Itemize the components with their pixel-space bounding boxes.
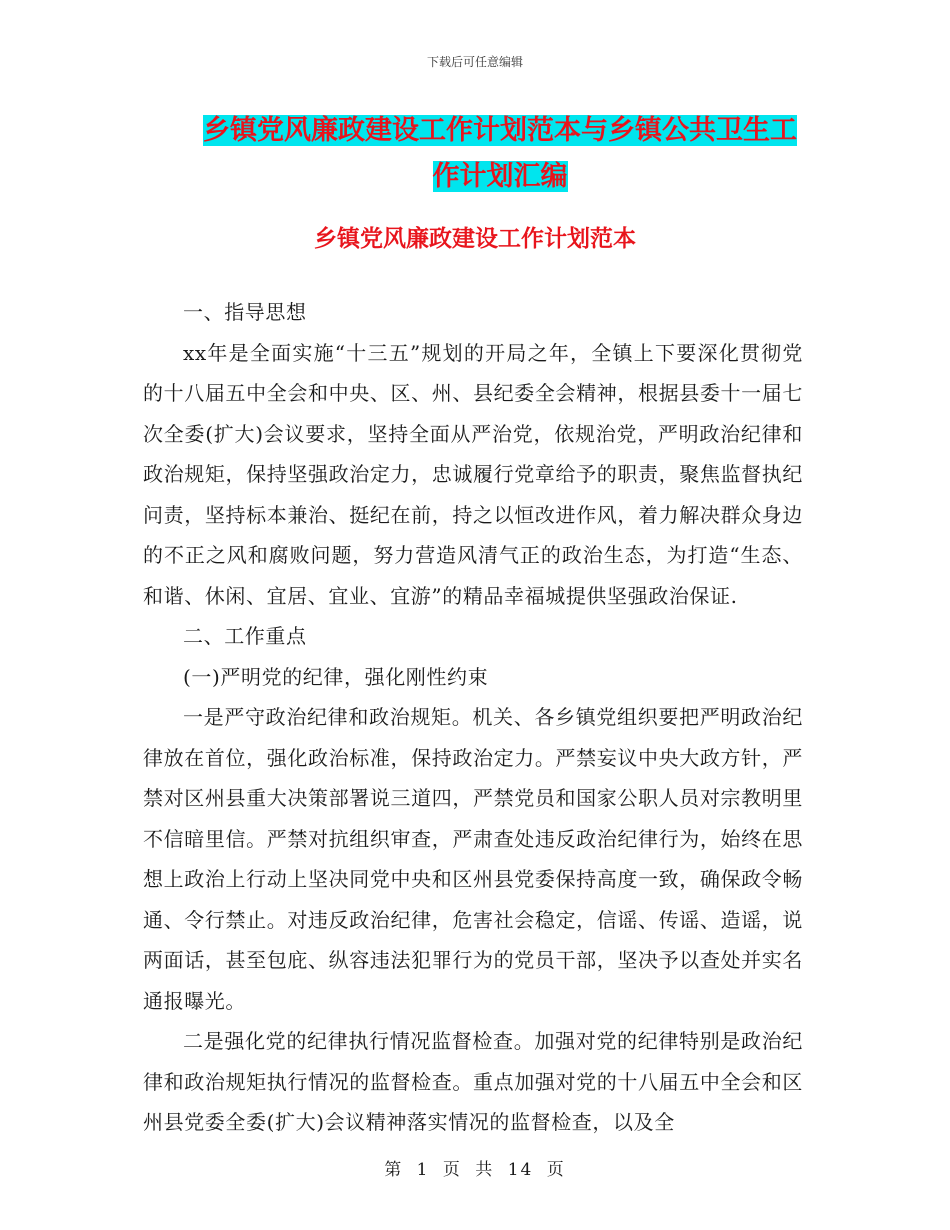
heading-guiding-thought: 一、指导思想 xyxy=(183,300,307,324)
document-title xyxy=(190,108,810,200)
paragraph-intro: xx年是全面实施“十三五”规划的开局之年，全镇上下要深化贯彻党的十八届五中全会和中央、区、州、县纪委全会精神，根据县委十一届七次全委(扩大)会议要求，坚持全面从严治党，依规治党，严明政治纪律和政治规矩，保持坚强政治定力，忠诚履行党章给予的职责，聚焦监督执纪问责，坚持标本兼治、挺纪在前，持之以恒改进作风，着力解决群众身边的不正之风和腐败问题，努力营造风清气正的政治生态，为打造“生态、和谐、休闲、宜居、宜业、宜游”的精品幸福城提供坚强政治保证. xyxy=(143,340,803,608)
heading-work-focus: 二、工作重点 xyxy=(183,624,307,648)
document-body xyxy=(143,292,803,1143)
paragraph-political-discipline: 一是严守政治纪律和政治规矩。机关、各乡镇党组织要把严明政治纪律放在首位，强化政治标准，保持政治定力。严禁妄议中央大政方针，严禁对区州县重大决策部署说三道四，严禁党员和国家公职人员对宗教明里不信暗里信。严禁对抗组织审查，严肃查处违反政治纪律行为，始终在思想上政治上行动上坚决同党中央和区州县党委保持高度一致，确保政令畅通、令行禁止。对违反政治纪律，危害社会稳定，信谣、传谣、造谣，说两面话，甚至包庇、纵容违法犯罪行为的党员干部，坚决予以查处并实名通报曝光。 xyxy=(143,705,803,1013)
paragraph-supervision: 二是强化党的纪律执行情况监督检查。加强对党的纪律特别是政治纪律和政治规矩执行情况的监督检查。重点加强对党的十八届五中全会和区州县党委全委(扩大)会议精神落实情况的监督检查，以及全 xyxy=(143,1029,803,1134)
page-number: 第 1 页 共 14 页 xyxy=(384,1160,566,1180)
section-title: 乡镇党风廉政建设工作计划范本 xyxy=(314,225,636,252)
document-title-text: 乡镇党风廉政建设工作计划范本与乡镇公共卫生工作计划汇编 xyxy=(203,115,797,192)
subheading-discipline: (一)严明党的纪律，强化刚性约束 xyxy=(183,664,489,689)
header-note: 下载后可任意编辑 xyxy=(426,55,523,69)
